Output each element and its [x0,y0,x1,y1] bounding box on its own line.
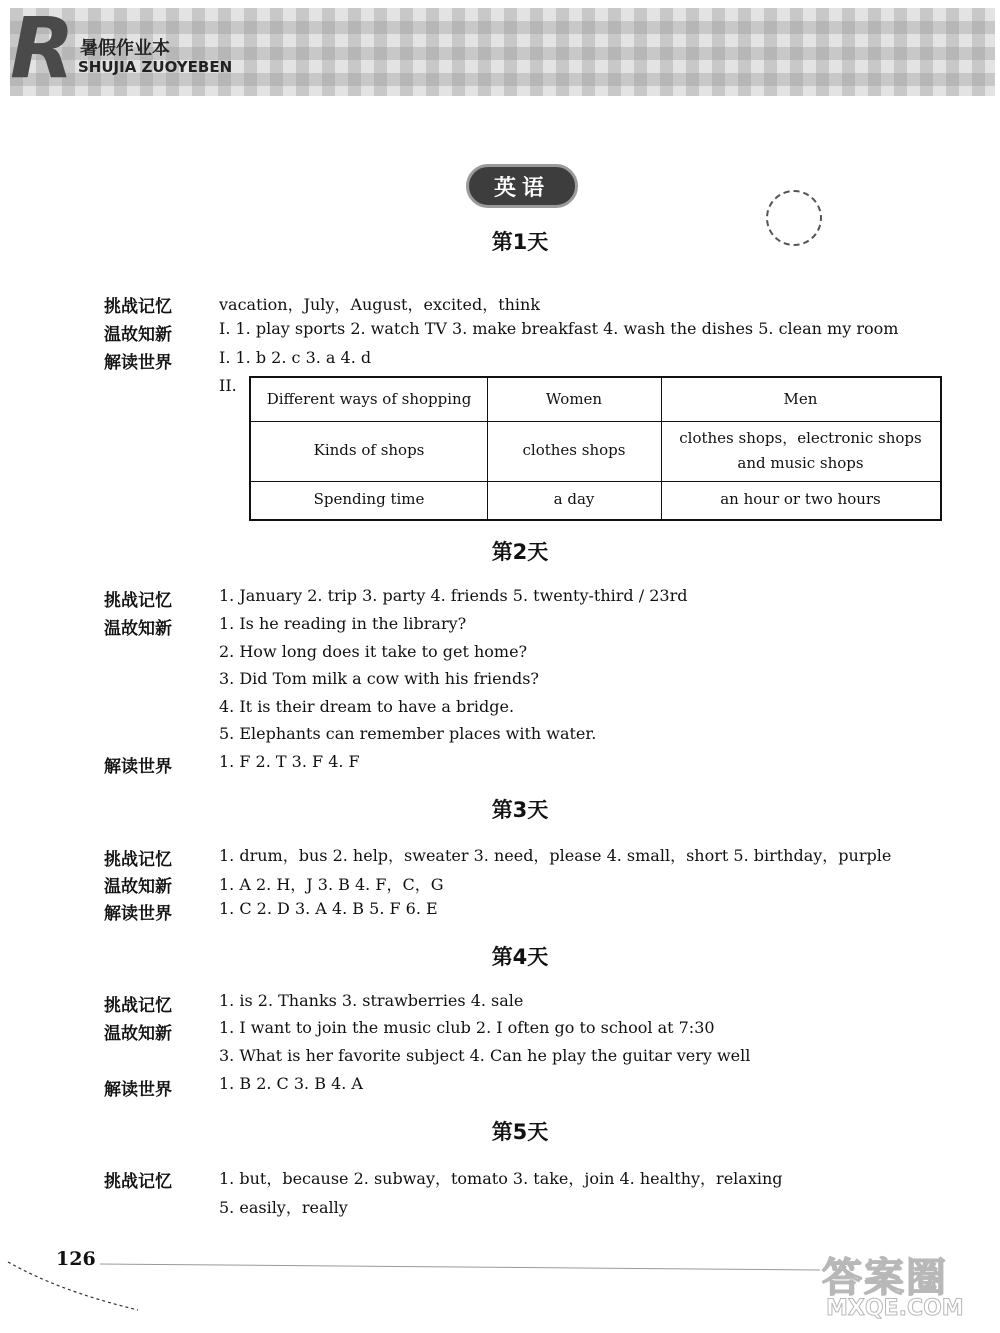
day-4-title: 第4天 [491,945,549,969]
review-label: 温故知新 [104,619,172,639]
review-label: 温故知新 [104,877,172,897]
review-answer-line: 4. It is their dream to have a bridge. [219,697,515,716]
reading-answer: 1. C 2. D 3. A 4. B 5. F 6. E [219,899,438,918]
reading-answer: 1. F 2. T 3. F 4. F [219,752,360,771]
watermark-url: MXQE.COM [826,1296,964,1321]
table-cell: Spending time [313,490,425,509]
challenge-answer: 1. is 2. Thanks 3. strawberries 4. sale [219,991,524,1010]
review-answer-line: 1. Is he reading in the library? [219,614,467,633]
review-label: 温故知新 [104,1024,172,1044]
reading-label: 解读世界 [104,904,172,924]
review-label: 温故知新 [104,325,172,345]
challenge-label: 挑战记忆 [104,850,172,870]
challenge-answer-line: 5. easily，really [219,1198,348,1217]
reading-answer: I. 1. b 2. c 3. a 4. d [219,348,372,367]
challenge-label: 挑战记忆 [104,1172,172,1192]
subject-badge: 英语 [466,164,578,208]
challenge-answer: 1. January 2. trip 3. party 4. friends 5. twenty-third / 23rd [219,586,688,605]
book-title-cn: 暑假作业本 [80,38,170,59]
reading-label: 解读世界 [104,353,172,373]
challenge-answer: vacation，July，August，excited，think [219,295,541,314]
review-answer-line: 2. How long does it take to get home? [219,642,528,661]
day-5-title: 第5天 [491,1120,549,1144]
review-answer-line: 5. Elephants can remember places with water. [219,724,597,743]
challenge-answer: 1. drum，bus 2. help，sweater 3. need，please 4. small，short 5. birthday，purple [219,846,892,865]
review-answer-line: 3. What is her favorite subject 4. Can he play the guitar very well [219,1046,751,1065]
day-2-title: 第2天 [491,540,549,564]
review-answer: I. 1. play sports 2. watch TV 3. make breakfast 4. wash the dishes 5. clean my room [219,319,899,338]
book-title-en: SHUJIA ZUOYEBEN [78,58,233,76]
table-header: Men [783,389,818,408]
page-number: 126 [56,1248,96,1270]
review-answer-line: 3. Did Tom milk a cow with his friends? [219,669,539,688]
watermark-logo: 答案圈 [822,1255,948,1301]
table-cell: a day [553,490,595,509]
logo-letter: R [10,0,75,97]
challenge-label: 挑战记忆 [104,996,172,1016]
table-cell: Kinds of shops [313,441,425,460]
table-header: Different ways of shopping [266,389,472,408]
table-cell: clothes shops，electronic shops and music shops [679,428,922,472]
reading-label: 解读世界 [104,757,172,777]
challenge-label: 挑战记忆 [104,297,172,317]
day-3-title: 第3天 [491,798,549,822]
table-cell: an hour or two hours [720,490,881,509]
part-ii-label: II. [219,376,237,395]
shopping-table [249,376,942,521]
reading-answer: 1. B 2. C 3. B 4. A [219,1074,363,1093]
table-cell: clothes shops [522,441,626,460]
day-1-title: 第1天 [491,230,549,254]
reading-label: 解读世界 [104,1080,172,1100]
challenge-answer-line: 1. but，because 2. subway，tomato 3. take，join 4. healthy，relaxing [219,1169,783,1188]
review-answer-line: 1. I want to join the music club 2. I often go to school at 7:30 [219,1018,715,1037]
challenge-label: 挑战记忆 [104,591,172,611]
review-answer: 1. A 2. H，J 3. B 4. F，C，G [219,875,444,894]
table-header: Women [545,389,603,408]
stamp-logo [758,182,831,255]
